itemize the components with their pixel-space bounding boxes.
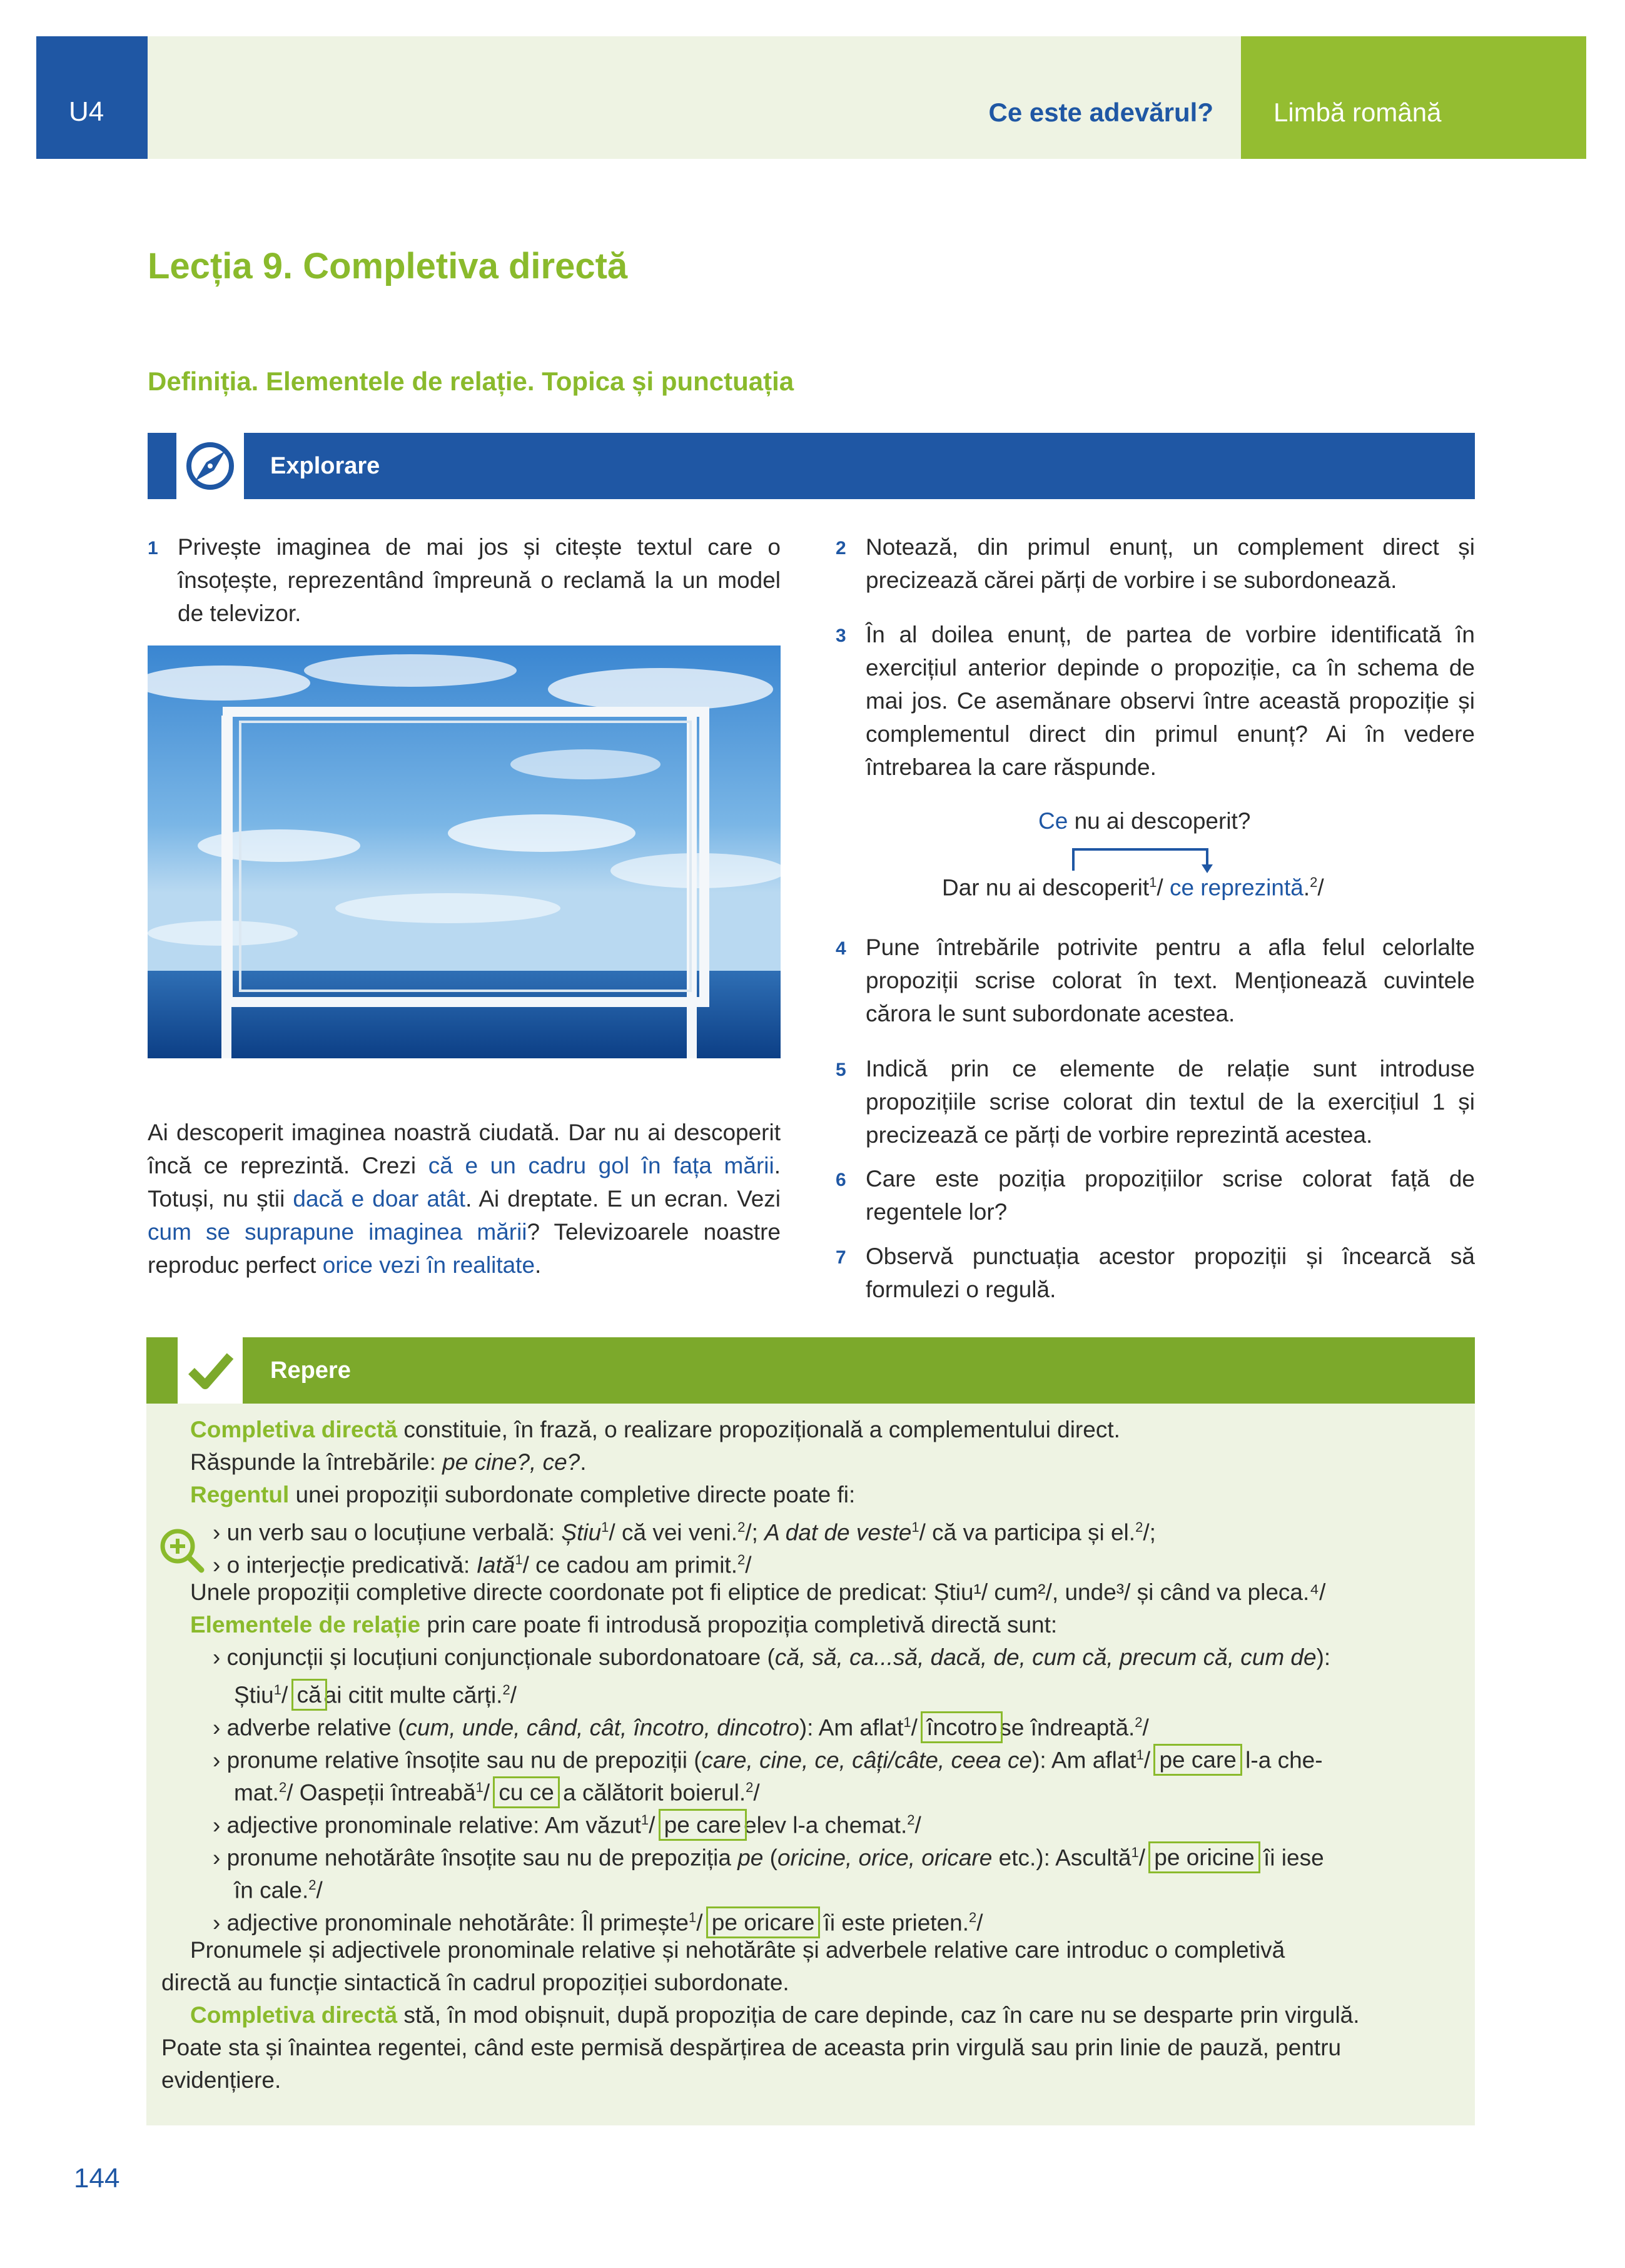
clause-index: 2 bbox=[278, 1779, 287, 1795]
repere-bullet bbox=[213, 1641, 1330, 1674]
clause-separator: / bbox=[911, 1714, 918, 1741]
rule-text: se îndreaptă. bbox=[1000, 1714, 1135, 1741]
relation-element-box: pe oricare bbox=[709, 1910, 818, 1935]
rule-text: ( bbox=[763, 1845, 777, 1871]
rule-text: în cale. bbox=[234, 1877, 309, 1903]
clause-index: 1 bbox=[911, 1519, 919, 1535]
rule-text: stă, în mod obișnuit, după propoziția de care depinde, caz în care nu se desparte prin virgulă. bbox=[397, 2002, 1360, 2028]
relation-element-box: pe care bbox=[662, 1812, 744, 1838]
rule-text: îi iese bbox=[1257, 1845, 1324, 1871]
rule-text: /; bbox=[745, 1519, 765, 1546]
exercise-5-text: Indică prin ce elemente de relație sunt introduse propozițiile scrise colorat din textul de la exercițiul 1 și precizează ce părți de vorbire reprezintă acestea. bbox=[866, 1056, 1475, 1148]
rule-text: etc.): Ascultă bbox=[992, 1845, 1131, 1871]
rule-text: › adjective pronominale relative: Am văzut bbox=[213, 1812, 641, 1838]
repere-bar bbox=[243, 1337, 1475, 1404]
rule-text: unei propoziții subordonate completive directe poate fi: bbox=[289, 1482, 856, 1507]
rule-text: / bbox=[745, 1552, 752, 1578]
clause-index: 1 bbox=[475, 1779, 483, 1795]
repere-line: directă au funcție sintactică în cadrul propoziției subordonate. bbox=[161, 1970, 789, 1995]
rule-example: Iată bbox=[476, 1552, 515, 1578]
clause-separator: / bbox=[483, 1779, 490, 1806]
clause-index: 1 bbox=[1131, 1845, 1139, 1860]
repere-line: Poate sta și înaintea regentei, când este permisă despărțirea de aceasta prin virgulă sau prin linie de pauză, pentru bbox=[161, 2035, 1342, 2060]
clause-index: 2 bbox=[746, 1779, 754, 1795]
clause-index: 2 bbox=[502, 1682, 510, 1698]
schema-question-word: Ce bbox=[1038, 808, 1068, 834]
rule-example: A dat de veste bbox=[764, 1519, 912, 1546]
rule-text: Răspunde la întrebările: bbox=[190, 1449, 443, 1475]
clause-index: 1 bbox=[601, 1519, 609, 1535]
ad-text-part: ? Televizoarele noastre reproduc perfect bbox=[148, 1219, 781, 1278]
exercise-number: 5 bbox=[836, 1060, 846, 1080]
ad-text-part: . Totuși, nu știi bbox=[148, 1153, 781, 1212]
rule-text: elev l-a chemat. bbox=[744, 1812, 908, 1838]
clause-index: 2 bbox=[737, 1552, 746, 1567]
clause-separator: / bbox=[1143, 1747, 1151, 1773]
rule-text: › adverbe relative ( bbox=[213, 1714, 406, 1741]
ad-text-part: . bbox=[535, 1252, 542, 1278]
relation-element-box: că bbox=[295, 1682, 324, 1708]
repere-label: Repere bbox=[270, 1357, 351, 1384]
rule-text: / Oaspeții întreabă bbox=[286, 1779, 476, 1806]
ad-text-part: Ai descoperit imaginea noastră ciudată. Dar nu ai descoperit încă ce reprezintă. Crezi bbox=[148, 1120, 781, 1178]
rule-text: › adjective pronominale nehotărâte: Îl primește bbox=[213, 1910, 689, 1936]
ad-highlight-clause: că e un cadru gol în fața mării bbox=[428, 1153, 774, 1178]
clause-index: 2 bbox=[907, 1812, 915, 1828]
lesson-title: Lecția 9. Completiva directă bbox=[148, 246, 628, 286]
rule-text: . bbox=[580, 1449, 587, 1475]
relation-element-box: pe oricine bbox=[1152, 1845, 1257, 1870]
checkmark-icon bbox=[178, 1337, 243, 1404]
exercise-number: 3 bbox=[836, 625, 846, 646]
repere-line bbox=[190, 1414, 1120, 1446]
schema-subordinate-clause: ce reprezintă bbox=[1169, 874, 1304, 901]
exercise-number: 2 bbox=[836, 538, 846, 559]
zoom-in-icon bbox=[156, 1525, 206, 1578]
ad-highlight-clause: orice vezi în realitate bbox=[322, 1252, 535, 1278]
rule-text: / că va participa și el. bbox=[919, 1519, 1136, 1546]
exercise-4-text: Pune întrebările potrivite pentru a afla felul celorlalte propoziții scrise colorat în text. Menționează cuvintele cărora le sunt subordonate acestea. bbox=[866, 934, 1475, 1026]
clause-separator: / bbox=[1138, 1845, 1145, 1871]
rule-text: › pronume nehotărâte însoțite sau nu de prepoziția bbox=[213, 1845, 738, 1871]
repere-line: Unele propoziții completive directe coordonate pot fi eliptice de predicat: Știu¹/ cum²/, unde³/ și când va pleca.⁴/ bbox=[190, 1579, 1326, 1605]
exercise-7-text: Observă punctuația acestor propoziții și încearcă să formulezi o regulă. bbox=[866, 1243, 1475, 1302]
clause-separator: / bbox=[1142, 1714, 1149, 1741]
explorare-label: Explorare bbox=[270, 453, 380, 479]
relation-element-box: cu ce bbox=[496, 1779, 556, 1805]
ad-text-part: . Ai dreptate. E un ecran. Vezi bbox=[465, 1186, 781, 1212]
clause-separator: / bbox=[976, 1910, 983, 1936]
rule-example: oricine, orice, oricare bbox=[777, 1845, 993, 1871]
rule-text: constituie, în frază, o realizare propozițională a complementului direct. bbox=[397, 1417, 1120, 1442]
schema-question-rest: nu ai descoperit? bbox=[1068, 808, 1251, 834]
clause-separator: / bbox=[753, 1779, 760, 1806]
theme-title: Ce este adevărul? bbox=[988, 98, 1213, 127]
clause-index: 2 bbox=[1135, 1519, 1143, 1535]
schema-main-clause: Dar nu ai descoperit bbox=[942, 874, 1150, 901]
clause-index: 1 bbox=[1136, 1747, 1144, 1763]
clause-index: 1 bbox=[273, 1682, 282, 1698]
rule-text: / că vei veni. bbox=[609, 1519, 738, 1546]
schema-sentence bbox=[942, 874, 1324, 901]
rule-text: a călătorit boierul. bbox=[556, 1779, 746, 1806]
clause-separator: / bbox=[1317, 874, 1324, 901]
clause-index: 2 bbox=[737, 1519, 746, 1535]
rule-example: care, cine, ce, câți/câte, ceea ce bbox=[701, 1747, 1033, 1773]
repere-line bbox=[190, 1446, 587, 1479]
repere-line: evidențiere. bbox=[161, 2067, 281, 2093]
section-subtitle: Definiția. Elementele de relație. Topica și punctuația bbox=[148, 367, 794, 396]
subject-badge bbox=[1241, 36, 1586, 159]
clause-index: 1 bbox=[1149, 874, 1157, 890]
clause-index: 2 bbox=[308, 1877, 316, 1893]
rule-text: / ce cadou am primit. bbox=[522, 1552, 737, 1578]
clause-separator: / bbox=[649, 1812, 656, 1838]
rule-text: mat. bbox=[234, 1779, 279, 1806]
ad-highlight-clause: dacă e doar atât bbox=[293, 1186, 466, 1212]
unit-label: U4 bbox=[69, 96, 104, 127]
relation-element-box: pe care bbox=[1157, 1747, 1238, 1773]
clause-index: 2 bbox=[1135, 1714, 1143, 1730]
clause-index: 1 bbox=[640, 1812, 649, 1828]
rule-text: prin care poate fi introdusă propoziția completivă directă sunt: bbox=[420, 1612, 1058, 1638]
clause-separator: / bbox=[510, 1682, 517, 1708]
unit-badge bbox=[36, 36, 148, 159]
explorare-bar bbox=[244, 433, 1475, 499]
rule-text: › un verb sau o locuțiune verbală: bbox=[213, 1519, 562, 1546]
schema-question bbox=[1038, 808, 1250, 834]
clause-index: 2 bbox=[1310, 874, 1318, 890]
term-highlight: Completiva directă bbox=[190, 2002, 398, 2028]
schema-arrow bbox=[1063, 844, 1226, 876]
compass-icon bbox=[176, 433, 244, 499]
ad-highlight-clause: cum se suprapune imaginea mării bbox=[148, 1219, 527, 1245]
clause-index: 1 bbox=[688, 1910, 697, 1925]
explorare-bar-edge bbox=[148, 433, 176, 499]
clause-separator: / bbox=[1157, 874, 1170, 901]
repere-line bbox=[190, 1479, 855, 1511]
clause-index: 1 bbox=[903, 1714, 911, 1730]
term-highlight: Regentul bbox=[190, 1482, 290, 1507]
clause-index: 1 bbox=[515, 1552, 523, 1567]
rule-example: pe cine?, ce? bbox=[442, 1449, 580, 1475]
repere-bar-edge bbox=[146, 1337, 178, 1404]
advertisement-text bbox=[148, 1116, 781, 1282]
rule-text: l-a che- bbox=[1238, 1747, 1323, 1773]
relation-element-box: încotro bbox=[924, 1714, 1000, 1740]
clause-separator: / bbox=[316, 1877, 323, 1903]
clause-separator: / bbox=[914, 1812, 921, 1838]
exercise-number: 4 bbox=[836, 938, 846, 959]
exercise-2-text: Notează, din primul enunț, un complement direct și precizează cărei părți de vorbire i se subordonează. bbox=[866, 534, 1475, 593]
repere-line bbox=[190, 1609, 1057, 1641]
clause-separator: / bbox=[696, 1910, 703, 1936]
rule-text: ): Am aflat bbox=[1032, 1747, 1136, 1773]
term-highlight: Elementele de relație bbox=[190, 1612, 421, 1638]
rule-text: /; bbox=[1143, 1519, 1156, 1546]
exercise-number: 1 bbox=[148, 538, 158, 559]
rule-text: › conjuncții și locuțiuni conjuncționale subordonatoare ( bbox=[213, 1644, 775, 1670]
clause-separator: / bbox=[281, 1682, 288, 1708]
rule-example: cum, unde, când, cât, încotro, dincotro bbox=[405, 1714, 799, 1741]
rule-text: ): bbox=[1316, 1644, 1331, 1670]
rule-text: › o interjecție predicativă: bbox=[213, 1552, 477, 1578]
clause-index: 2 bbox=[969, 1910, 977, 1925]
rule-text: îi este prieten. bbox=[817, 1910, 969, 1936]
exercise-number: 7 bbox=[836, 1247, 846, 1268]
subject-label: Limbă română bbox=[1273, 98, 1442, 127]
repere-line bbox=[190, 1999, 1360, 2032]
exercise-6-text: Care este poziția propozițiilor scrise colorat față de regentele lor? bbox=[866, 1166, 1475, 1225]
repere-line: Pronumele și adjectivele pronominale relative și nehotărâte și adverbele relative care introduc o completivă bbox=[190, 1937, 1285, 1963]
page-number: 144 bbox=[74, 2163, 120, 2194]
rule-text: ai citit multe cărți. bbox=[323, 1682, 503, 1708]
billboard-frame-image bbox=[148, 645, 781, 1058]
schema-period: . bbox=[1303, 874, 1310, 901]
rule-text: Știu bbox=[234, 1682, 274, 1708]
rule-text: ): Am aflat bbox=[799, 1714, 904, 1741]
exercise-3-text: În al doilea enunț, de partea de vorbire identificată în exercițiul anterior depinde o propoziție, ca în schema de mai jos. Ce asemănare observi între această propoziție și complementul direct din primul enunț? Ai în vedere întrebarea la care răspunde. bbox=[866, 622, 1475, 780]
rule-example: Știu bbox=[561, 1519, 602, 1546]
exercise-1-text: Privește imaginea de mai jos și citește textul care o însoțește, reprezentând împreună o reclamă la un model de televizor. bbox=[178, 534, 781, 626]
term-highlight: Completiva directă bbox=[190, 1417, 398, 1442]
repere-bullet bbox=[213, 1836, 1324, 1874]
rule-example: că, să, ca...să, dacă, de, cum că, precum că, cum de bbox=[774, 1644, 1317, 1670]
rule-example: pe bbox=[737, 1845, 764, 1871]
rule-text: › pronume relative însoțite sau nu de prepoziții ( bbox=[213, 1747, 702, 1773]
exercise-number: 6 bbox=[836, 1170, 846, 1190]
header-band bbox=[148, 36, 1241, 159]
